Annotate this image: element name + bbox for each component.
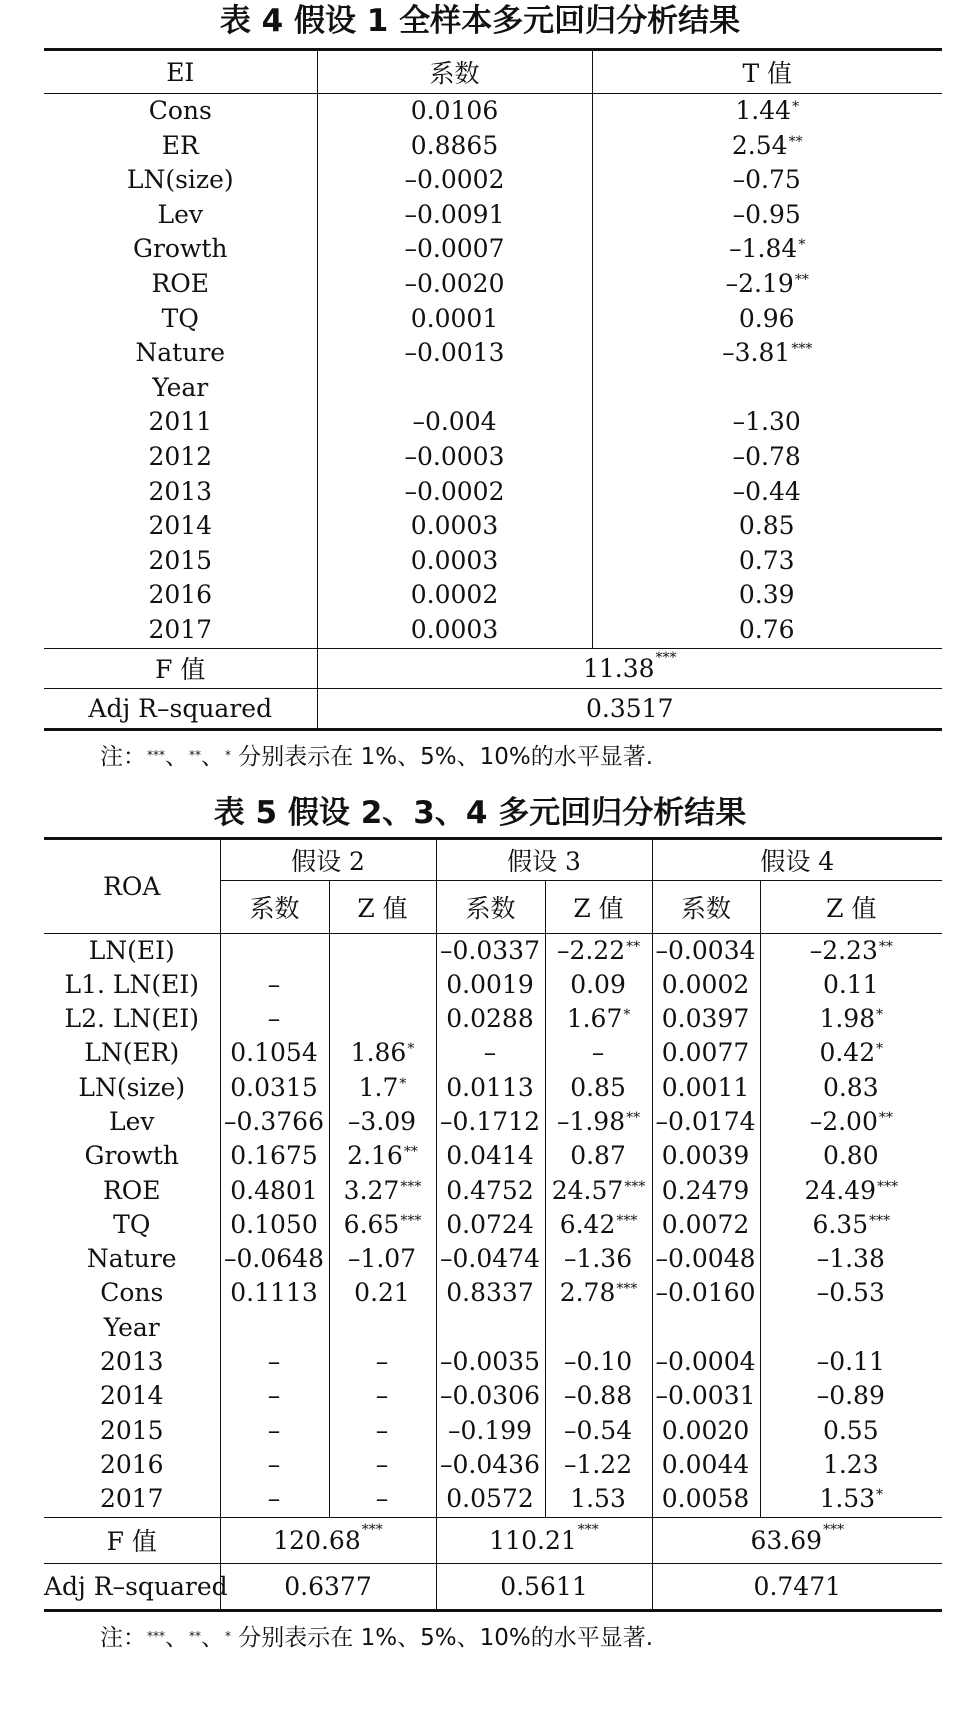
table4-row [44,232,942,267]
table5-header-h4: 假设 4 [652,838,942,880]
table5-cell-z-h4: –0.89 [816,1381,885,1411]
table5-row-label: Year [44,1311,220,1345]
table5-cell-z-h2: 3.27*** [329,1174,436,1208]
table5-row-label: 2015 [44,1414,220,1448]
table4-row-label: 2017 [44,613,317,648]
table5-cell-coef-h4: –0.0034 [652,933,760,968]
table5-cell-coef-h3: – [436,1036,545,1070]
table5-sub-coef-h4: 系数 [652,880,760,933]
table4-row [44,198,942,233]
table5-cell-coef-h2: – [220,1345,329,1379]
table5-row [44,1071,942,1105]
table4-f-value: 11.38*** [317,648,942,688]
table5-cell-coef-h4: 0.0072 [652,1208,760,1242]
table4-row-label: LN(size) [44,163,317,198]
table4-row-t: –0.44 [732,476,801,506]
table5-sub-coef-h3: 系数 [436,880,545,933]
table4-row-label: 2011 [44,405,317,440]
table4-row-label: 2015 [44,544,317,579]
table5-cell-z-h4: 0.55 [822,1415,879,1445]
table4-row-t: 0.39 [738,580,795,610]
table5-cell-z-h3: 1.67* [545,1002,652,1036]
table5-cell-z-h4: –2.00** [809,1106,893,1136]
table5-row-label: 2014 [44,1379,220,1413]
table4-row-label: TQ [44,302,317,337]
table5-cell-z-h3: – [545,1036,652,1070]
table5-sub-z-h4: Z 值 [760,880,942,933]
table5-cell-coef-h2: – [220,1379,329,1413]
table4-row-t: –0.75 [732,165,801,195]
table5-caption: 表 5 假设 2、3、4 多元回归分析结果 [213,794,747,831]
table5-cell-z-h4: 1.23 [822,1449,879,1479]
table4-row [44,509,942,544]
table4-row-coef: –0.0003 [317,440,592,475]
table5-row [44,1002,942,1036]
table5-row-label: 2013 [44,1345,220,1379]
table5-cell-z-h2 [329,933,436,968]
table5-f-h2: 120.68*** [220,1517,436,1563]
table5-cell-coef-h4: 0.0058 [652,1482,760,1517]
table5-cell-z-h4: 1.98* [819,1004,884,1034]
table5-row-label: ROE [44,1174,220,1208]
table5-cell-z-h4: 0.42* [819,1038,884,1068]
table4-r2-row [44,688,942,729]
table4-row-coef: –0.004 [317,405,592,440]
table5-cell-z-h2: 1.86* [329,1036,436,1070]
table5-row [44,1105,942,1139]
table4-row-coef [317,371,592,406]
table4-row [44,544,942,579]
table5-cell-z-h2: 2.16** [329,1139,436,1173]
table5-cell-coef-h4: –0.0174 [652,1105,760,1139]
table5-cell-z-h3: –0.10 [545,1345,652,1379]
table4-row-label: ER [44,129,317,164]
table5-cell-coef-h3: –0.0474 [436,1242,545,1276]
table4-header-t: T 值 [592,50,942,94]
table5-row-label: Nature [44,1242,220,1276]
table5-note: 注：***、**、* 分别表示在 1%、5%、10%的水平显著. [100,1624,654,1651]
table4-row-t: –0.78 [732,441,801,471]
table5-cell-z-h3: –1.98** [545,1105,652,1139]
table4-row [44,163,942,198]
table5-sub-z-h2: Z 值 [329,880,436,933]
table5-cell-coef-h4: –0.0160 [652,1276,760,1310]
table4-caption: 表 4 假设 1 全样本多元回归分析结果 [219,3,741,39]
table4-row [44,302,942,337]
table4-row [44,267,942,302]
table4-row-label: 2014 [44,509,317,544]
table4-row-t: –2.19** [725,268,809,298]
table5-cell-z-h2: – [329,1448,436,1482]
table5-cell-coef-h4: –0.0031 [652,1379,760,1413]
table5-cell-coef-h4: 0.0044 [652,1448,760,1482]
table5-header-roa: ROA [44,838,220,933]
table5-body [44,933,942,1517]
table5-cell-coef-h3: 0.8337 [436,1276,545,1310]
table5-cell-z-h3: –1.22 [545,1448,652,1482]
table5-cell-z-h3: 6.42*** [545,1208,652,1242]
table5-row [44,1276,942,1310]
table5-cell-coef-h2: – [220,1448,329,1482]
table5-cell-z-h3 [545,1311,652,1345]
table5-cell-z-h2: –1.07 [329,1242,436,1276]
table5-row [44,1345,942,1379]
table5-row [44,1414,942,1448]
table4-row-t: 1.44* [735,96,800,125]
table4-row-label: 2012 [44,440,317,475]
table4-body [44,94,942,649]
table5-cell-coef-h2: 0.1675 [220,1139,329,1173]
table5-cell-z-h3: 0.09 [545,968,652,1002]
table5-cell-z-h3: 0.85 [545,1071,652,1105]
table5-cell-z-h2 [329,1002,436,1036]
table4-header-row [44,50,942,94]
table4-f-row [44,648,942,688]
table5-cell-z-h4: –2.23** [809,935,893,965]
table4-r2-value: 0.3517 [317,688,942,729]
table5-header-row-1 [44,838,942,880]
table4-row-t: 2.54** [731,130,803,160]
table5-row [44,1139,942,1173]
table5-cell-z-h4: 0.11 [822,969,879,999]
table5-cell-coef-h4: 0.0002 [652,968,760,1002]
table5-row-label: Cons [44,1276,220,1310]
table5-cell-z-h2: – [329,1414,436,1448]
table4-header-coef: 系数 [317,50,592,94]
table5-cell-z-h2 [329,1311,436,1345]
table4-row-coef: 0.0003 [317,544,592,579]
table5-cell-z-h4: –0.53 [816,1278,885,1308]
table5-cell-coef-h3 [436,1311,545,1345]
table4-r2-label: Adj R–squared [44,688,317,729]
table5-row [44,1379,942,1413]
table5-header-h2: 假设 2 [220,838,436,880]
table5-cell-z-h4: 0.83 [822,1072,879,1102]
table5-cell-coef-h4: 0.0039 [652,1139,760,1173]
table4-row-label: Growth [44,232,317,267]
table5-cell-coef-h2: – [220,1414,329,1448]
table5-cell-z-h2: 1.7* [329,1071,436,1105]
table5-cell-z-h3: –1.36 [545,1242,652,1276]
table5-row [44,1311,942,1345]
table5-cell-coef-h3: 0.4752 [436,1174,545,1208]
table5-r2-h4: 0.7471 [652,1563,942,1610]
table5-row-label: 2017 [44,1482,220,1517]
table5-cell-coef-h2: – [220,968,329,1002]
table5-cell-coef-h2: 0.1054 [220,1036,329,1070]
table5-cell-coef-h3: –0.1712 [436,1105,545,1139]
table4-row [44,440,942,475]
table5-row-label: Growth [44,1139,220,1173]
table4-row-t: –3.81*** [722,338,813,368]
table5-cell-coef-h4: 0.2479 [652,1174,760,1208]
table5-cell-coef-h3: –0.0337 [436,933,545,968]
table4-row [44,336,942,371]
table5-row [44,1448,942,1482]
table5-r2-row [44,1563,942,1610]
table5-cell-z-h4: 6.35*** [812,1209,891,1239]
table4-row-label: ROE [44,267,317,302]
table5-f-h3: 110.21*** [436,1517,652,1563]
table5-cell-coef-h2: –0.0648 [220,1242,329,1276]
table5-row [44,933,942,968]
table4-row-t [592,371,942,406]
table5-cell-coef-h3: 0.0414 [436,1139,545,1173]
table4-row-label: 2016 [44,578,317,613]
table4-row [44,405,942,440]
table5-cell-z-h3: –0.54 [545,1414,652,1448]
table4-row-label: Nature [44,336,317,371]
table4-note: 注：***、**、* 分别表示在 1%、5%、10%的水平显著. [100,743,654,770]
table5-cell-z-h4: 24.49*** [804,1175,899,1205]
table5-row-label: LN(size) [44,1071,220,1105]
table5-f-label: F 值 [44,1517,220,1563]
table5-row-label: L2. LN(EI) [44,1002,220,1036]
table5-row [44,1242,942,1276]
table4-row [44,578,942,613]
table4-row-t: 0.96 [738,303,795,333]
table5-cell-z-h2 [329,968,436,1002]
table4-row [44,129,942,164]
table5 [44,837,942,1612]
table5-cell-z-h2: –3.09 [329,1105,436,1139]
table5-row-label: TQ [44,1208,220,1242]
table5-r2-h2: 0.6377 [220,1563,436,1610]
table5-row [44,1208,942,1242]
table4-row-coef: 0.0001 [317,302,592,337]
table5-cell-coef-h4: 0.0011 [652,1071,760,1105]
table5-cell-coef-h2 [220,1311,329,1345]
table5-cell-coef-h3: 0.0288 [436,1002,545,1036]
table4-row-coef: –0.0013 [317,336,592,371]
table5-cell-coef-h2: –0.3766 [220,1105,329,1139]
table4-f-label: F 值 [44,648,317,688]
table5-cell-z-h3: –2.22** [545,933,652,968]
table5-r2-label: Adj R–squared [44,1563,220,1610]
table5-cell-coef-h2: – [220,1002,329,1036]
table4-row-label: Cons [44,94,317,129]
table5-f-h4: 63.69*** [652,1517,942,1563]
table4-row-coef: 0.0106 [317,94,592,129]
table4-row-coef: 0.0003 [317,509,592,544]
table5-cell-coef-h4: 0.0020 [652,1414,760,1448]
table4-row-label: Year [44,371,317,406]
table5-cell-coef-h2 [220,933,329,968]
table5-f-row [44,1517,942,1563]
table5-cell-coef-h4: 0.0397 [652,1002,760,1036]
table5-cell-z-h4: 0.80 [822,1141,879,1171]
table4-header-ei: EI [44,50,317,94]
table4-row-t: 0.85 [738,511,795,541]
table5-cell-z-h2: – [329,1482,436,1517]
table5-cell-z-h2: 0.21 [329,1276,436,1310]
table5-cell-z-h4: –1.38 [816,1244,885,1274]
table5-cell-z-h3: 24.57*** [545,1174,652,1208]
table4-row-coef: 0.8865 [317,129,592,164]
table5-cell-z-h2: – [329,1345,436,1379]
table5-row [44,1482,942,1517]
table5-cell-coef-h4 [652,1311,760,1345]
table5-cell-coef-h3: 0.0724 [436,1208,545,1242]
table5-cell-coef-h3: –0.0306 [436,1379,545,1413]
table5-cell-coef-h2: 0.0315 [220,1071,329,1105]
table5-cell-coef-h3: –0.199 [436,1414,545,1448]
table5-cell-coef-h3: –0.0035 [436,1345,545,1379]
table4-row-t: –1.30 [732,407,801,437]
table5-row-label: LN(EI) [44,933,220,968]
table5-cell-z-h2: – [329,1379,436,1413]
table4-row-t: –0.95 [732,199,801,229]
table4 [44,48,942,731]
table5-cell-coef-h4: –0.0004 [652,1345,760,1379]
table5-row [44,1036,942,1070]
table4-row [44,475,942,510]
table4-row [44,613,942,648]
table4-row [44,371,942,406]
table5-cell-coef-h4: 0.0077 [652,1036,760,1070]
table5-cell-z-h4: 1.53* [819,1484,884,1514]
table5-cell-z-h4 [760,1311,942,1345]
table4-row-coef: –0.0002 [317,475,592,510]
table5-cell-z-h3: 0.87 [545,1139,652,1173]
table5-cell-coef-h2: 0.1050 [220,1208,329,1242]
table5-cell-coef-h2: 0.4801 [220,1174,329,1208]
table5-cell-coef-h3: 0.0572 [436,1482,545,1517]
table5-cell-z-h2: 6.65*** [329,1208,436,1242]
table5-sub-z-h3: Z 值 [545,880,652,933]
table4-row-label: Lev [44,198,317,233]
table5-cell-coef-h4: –0.0048 [652,1242,760,1276]
table4-row-coef: –0.0091 [317,198,592,233]
table5-row-label: LN(ER) [44,1036,220,1070]
table5-cell-z-h3: 2.78*** [545,1276,652,1310]
table4-row-coef: –0.0002 [317,163,592,198]
table4-row-coef: 0.0003 [317,613,592,648]
table4-row-coef: 0.0002 [317,578,592,613]
table5-row-label: 2016 [44,1448,220,1482]
table5-sub-coef-h2: 系数 [220,880,329,933]
table4-row-label: 2013 [44,475,317,510]
table4-row-t: 0.73 [738,545,795,575]
table5-row [44,1174,942,1208]
table5-header-h3: 假设 3 [436,838,652,880]
table5-cell-z-h3: –0.88 [545,1379,652,1413]
table5-row-label: L1. LN(EI) [44,968,220,1002]
table5-r2-h3: 0.5611 [436,1563,652,1610]
table4-row-coef: –0.0020 [317,267,592,302]
table4-row-coef: –0.0007 [317,232,592,267]
table5-cell-coef-h3: 0.0113 [436,1071,545,1105]
table4-row [44,94,942,129]
table5-cell-z-h3: 1.53 [545,1482,652,1517]
table5-cell-coef-h3: 0.0019 [436,968,545,1002]
table5-cell-coef-h2: 0.1113 [220,1276,329,1310]
table5-cell-coef-h2: – [220,1482,329,1517]
table5-cell-coef-h3: –0.0436 [436,1448,545,1482]
table4-row-t: –1.84* [729,234,806,264]
table5-row [44,968,942,1002]
table4-row-t: 0.76 [738,614,795,644]
table5-cell-z-h4: –0.11 [816,1347,885,1377]
table5-row-label: Lev [44,1105,220,1139]
